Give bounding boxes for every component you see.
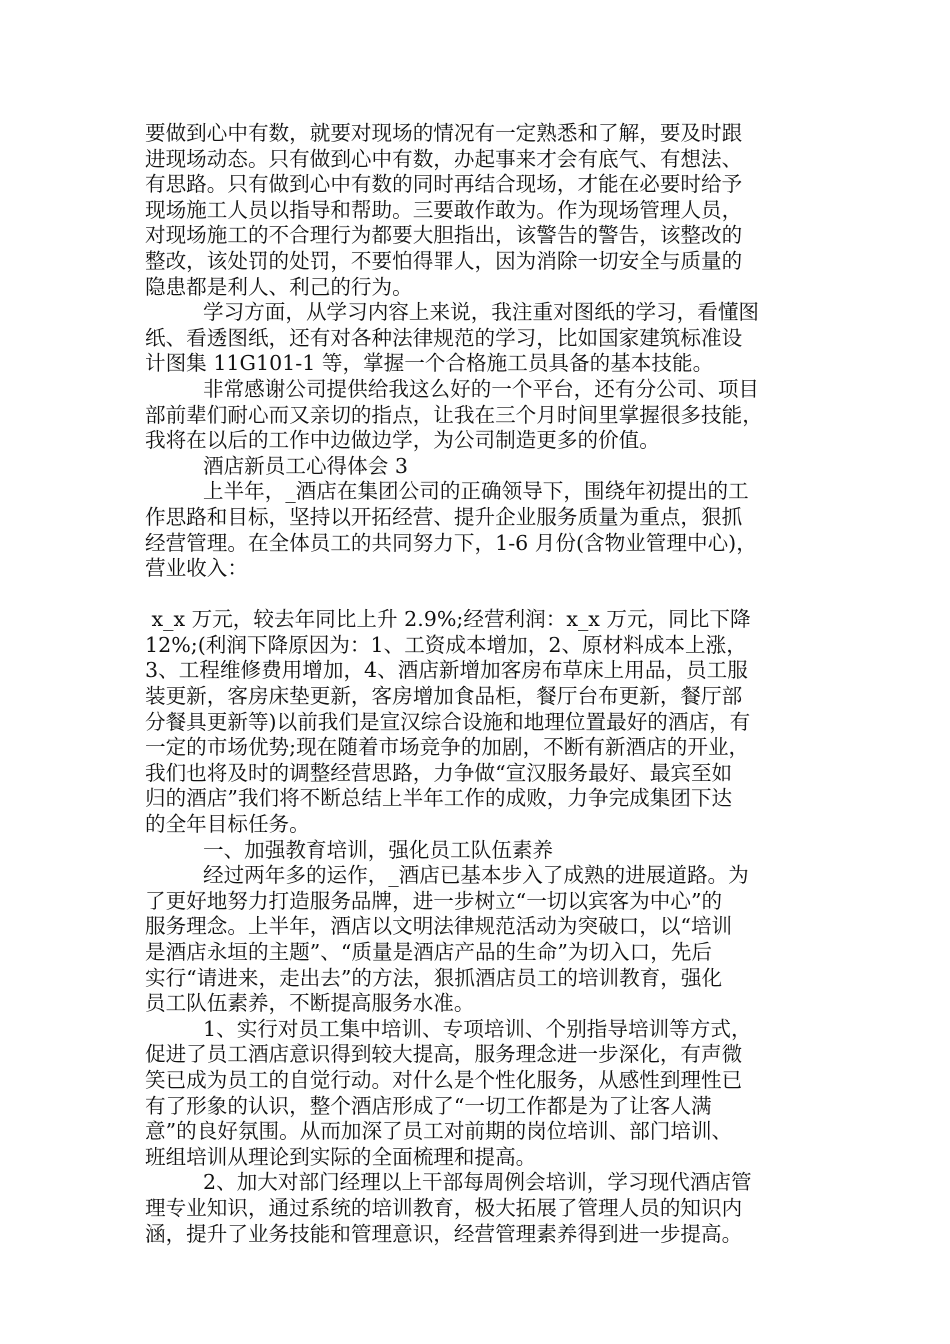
text-line: 经营管理。在全体员工的共同努力下，1-6 月份(含物业管理中心)， (145, 530, 757, 555)
text-line: 3、工程维修费用增加，4、酒店新增加客房布草床上用品，员工服 (145, 658, 748, 683)
text-line: 装更新，客房床垫更新，客房增加食品柜，餐厅台布更新，餐厅部 (145, 684, 743, 709)
text-line: 实行“请进来，走出去”的方法，狠抓酒店员工的培训教育，强化 (145, 965, 723, 990)
paragraph (145, 377, 813, 454)
text-line: 归的酒店”我们将不断总结上半年工作的成败，力争完成集团下达 (145, 786, 733, 811)
text-line: 部前辈们耐心而又亲切的指点，让我在三个月时间里掌握很多技能， (145, 402, 763, 427)
text-line: 促进了员工酒店意识得到较大提高，服务理念进一步深化，有声微 (145, 1042, 743, 1067)
paragraph-gap (145, 582, 813, 608)
text-line: 上半年，_酒店在集团公司的正确领导下，围绕年初提出的工 (203, 479, 749, 504)
paragraph (145, 863, 813, 1017)
text-line: 现场施工人员以指导和帮助。三要敢作敢为。作为现场管理人员， (145, 197, 743, 222)
text-line: 班组培训从理论到实际的全面梳理和提高。 (145, 1144, 537, 1169)
text-line: 笑已成为员工的自觉行动。对什么是个性化服务，从感性到理性已 (145, 1067, 743, 1092)
text-line: 是酒店永垣的主题”、“质量是酒店产品的生命”为切入口，先后 (145, 940, 713, 964)
text-line: 的全年目标任务。 (145, 812, 310, 837)
text-line: 对现场施工的不合理行为都要大胆指出，该警告的警告，该整改的 (145, 223, 743, 248)
paragraph (145, 300, 813, 377)
text-line: 隐患都是利人、利己的行为。 (145, 274, 413, 299)
text-line: 理专业知识，通过系统的培训教育，极大拓展了管理人员的知识内 (145, 1195, 743, 1220)
text-line: 12%;(利润下降原因为：1、工资成本增加，2、原材料成本上涨， (145, 632, 747, 657)
text-line: 意”的良好氛围。从而加深了员工对前期的岗位培训、部门培训、 (145, 1119, 733, 1144)
section-heading-text: 一、加强教育培训，强化员工队伍素养 (203, 837, 554, 862)
text-line: 营业收入： (145, 556, 248, 581)
text-line: 分餐具更新等)以前我们是宣汉综合设施和地理位置最好的酒店，有 (145, 709, 751, 734)
text-line: x_x 万元，较去年同比上升 2.9%;经营利润：x_x 万元，同比下降 (145, 607, 751, 632)
text-line: 要做到心中有数，就要对现场的情况有一定熟悉和了解，要及时跟 (145, 121, 743, 145)
text-line: 经过两年多的运作，_酒店已基本步入了成熟的进展道路。为 (203, 863, 749, 888)
text-line: 纸、看透图纸，还有对各种法律规范的学习，比如国家建筑标准设 (145, 325, 743, 350)
text-line: 进现场动态。只有做到心中有数，办起事来才会有底气、有想法、 (145, 146, 743, 171)
paragraph (145, 121, 813, 300)
text-line: 2、加大对部门经理以上干部每周例会培训，学习现代酒店管 (203, 1170, 752, 1195)
paragraph (145, 607, 813, 837)
text-line: 了更好地努力打造服务品牌，进一步树立“一切以宾客为中心”的 (145, 888, 723, 913)
text-line: 一定的市场优势;现在随着市场竞争的加剧，不断有新酒店的开业， (145, 735, 750, 760)
document-page (145, 121, 813, 1247)
text-line: 学习方面，从学习内容上来说，我注重对图纸的学习，看懂图 (203, 300, 760, 325)
text-line: 有了形象的认识，整个酒店形成了“一切工作都是为了让客人满 (145, 1093, 712, 1118)
text-line: 服务理念。上半年，酒店以文明法律规范活动为突破口，以“培训 (145, 914, 733, 939)
text-line: 员工队伍素养，不断提高服务水准。 (145, 991, 475, 1016)
text-line: 整改，该处罚的处罚，不要怕得罪人，因为消除一切安全与质量的 (145, 248, 743, 273)
paragraph (145, 1170, 813, 1247)
paragraph (145, 479, 813, 581)
text-line: 计图集 11G101-1 等，掌握一个合格施工员具备的基本技能。 (145, 351, 714, 376)
section-title (145, 454, 813, 480)
text-line: 有思路。只有做到心中有数的同时再结合现场，才能在必要时给予 (145, 172, 743, 197)
section-heading (145, 838, 813, 864)
section-title-text: 酒店新员工心得体会 3 (203, 453, 408, 478)
paragraph (145, 1017, 813, 1171)
text-line: 我将在以后的工作中边做边学，为公司制造更多的价值。 (145, 428, 660, 453)
text-line: 作思路和目标，坚持以开拓经营、提升企业服务质量为重点，狠抓 (145, 504, 743, 529)
text-line: 我们也将及时的调整经营思路，力争做“宣汉服务最好、最宾至如 (145, 760, 733, 785)
text-line: 非常感谢公司提供给我这么好的一个平台，还有分公司、项目 (203, 376, 760, 401)
text-line: 1、实行对员工集中培训、专项培训、个别指导培训等方式， (203, 1016, 752, 1041)
text-line: 涵，提升了业务技能和管理意识，经营管理素养得到进一步提高。 (145, 1221, 743, 1246)
